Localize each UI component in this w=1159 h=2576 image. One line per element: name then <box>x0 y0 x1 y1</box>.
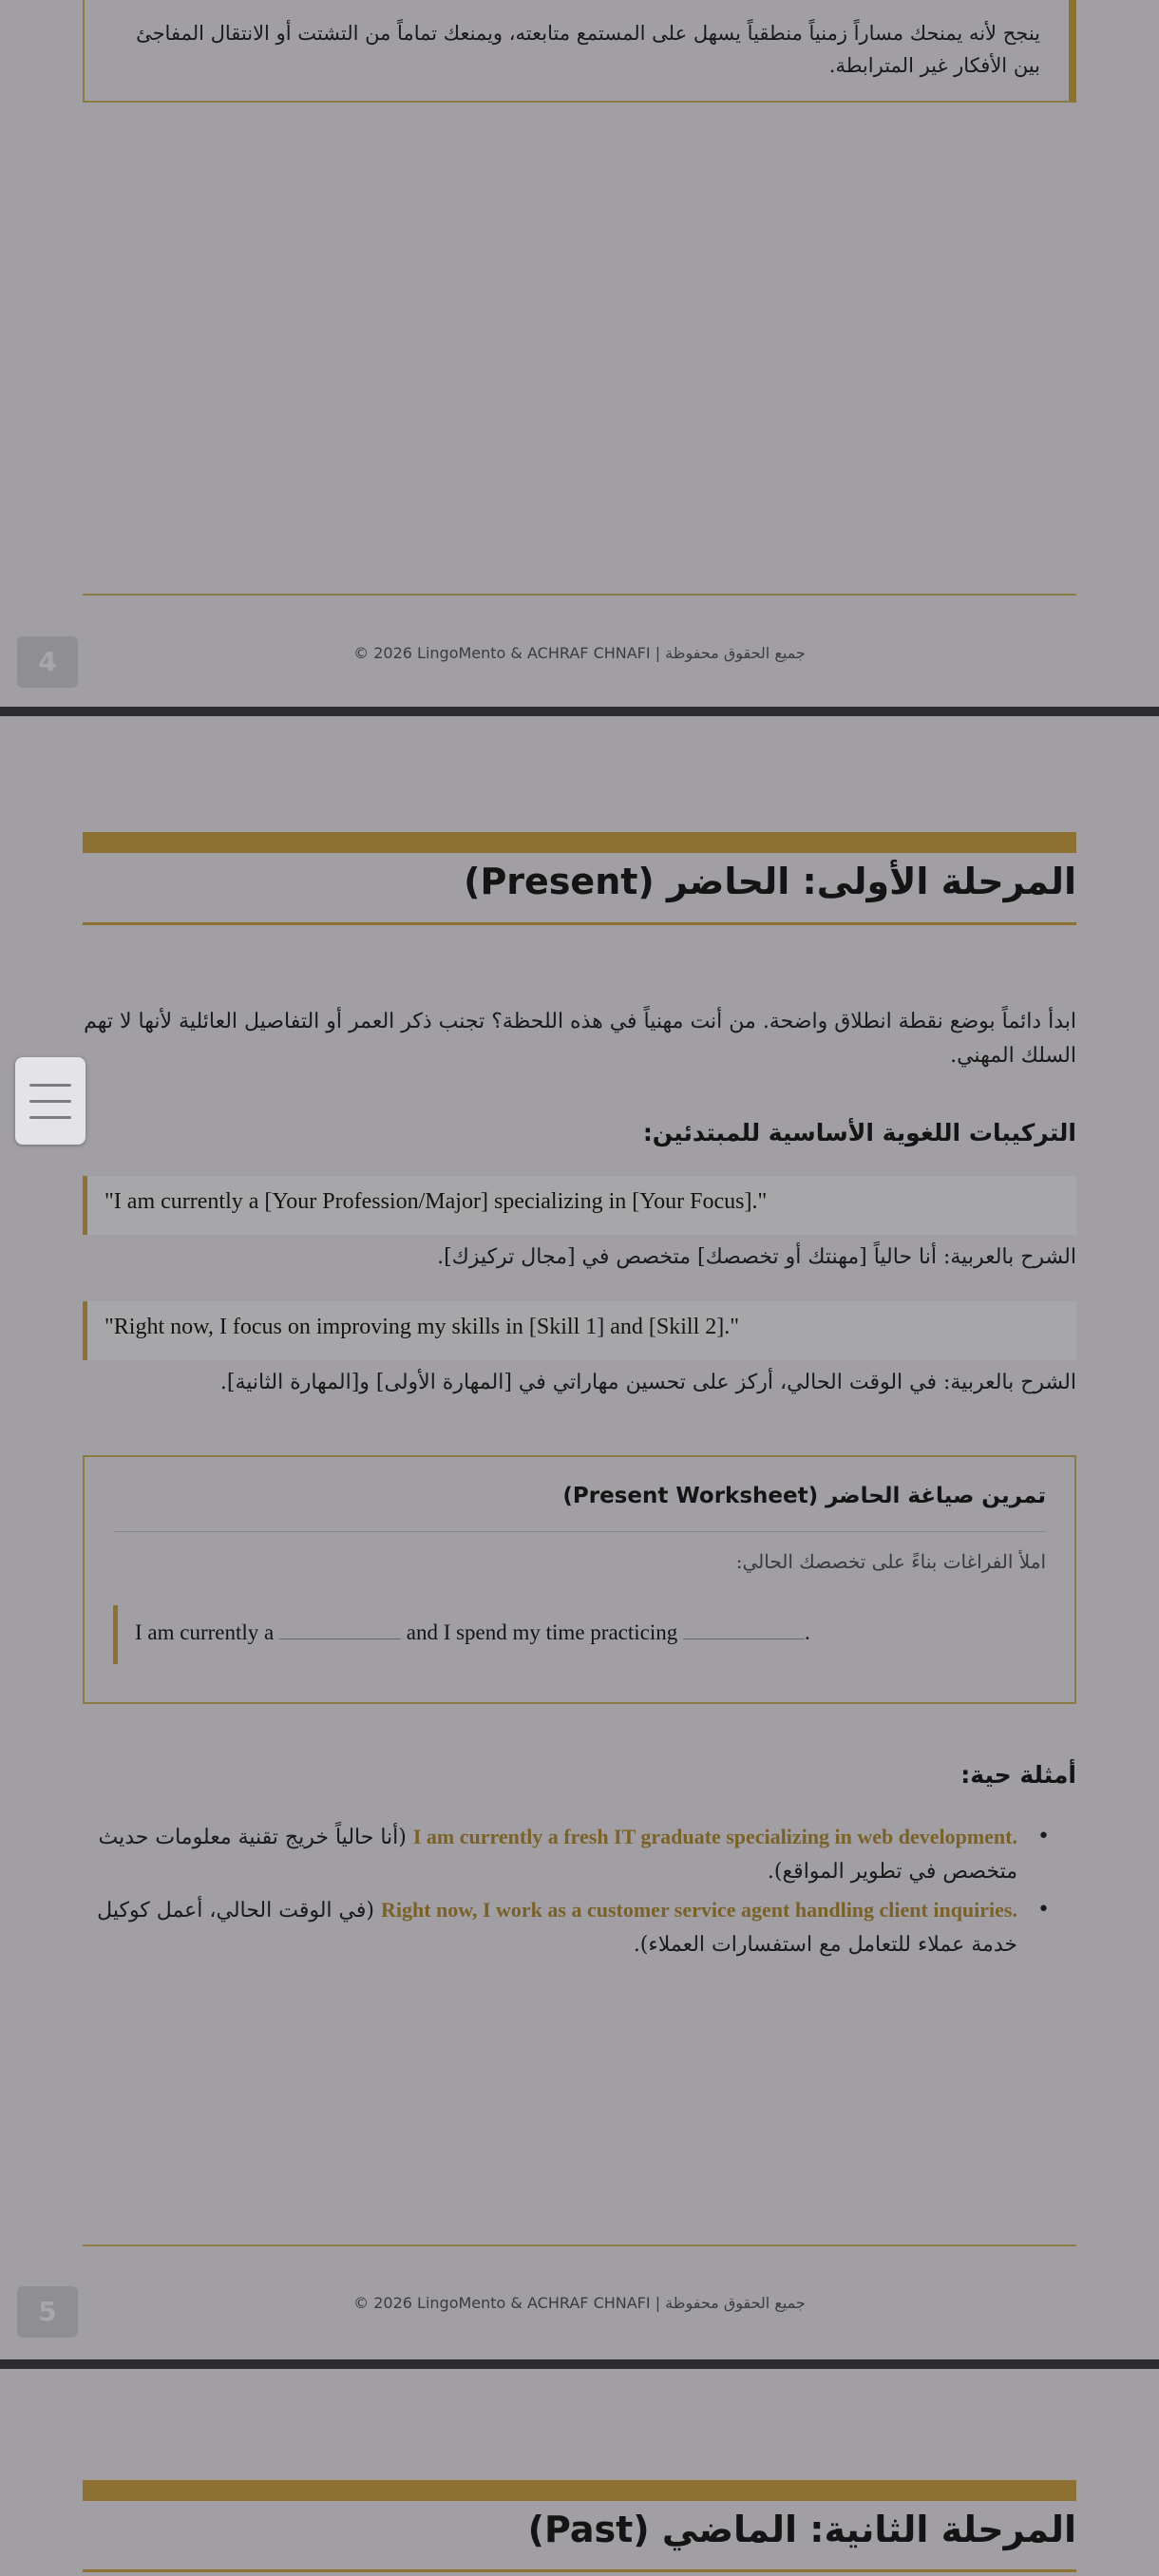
page-5 <box>0 716 1159 2359</box>
list-item <box>90 1820 1050 1889</box>
title-accent-bar <box>83 832 1076 853</box>
title-underline <box>83 2569 1076 2572</box>
tip-box <box>83 0 1076 103</box>
example-english: I am currently a fresh IT graduate specializing in web development. <box>412 1825 1017 1848</box>
list-item <box>90 1893 1050 1962</box>
page-number: 5 <box>17 2286 78 2338</box>
structure-quote-1 <box>83 1176 1076 1235</box>
worksheet-exercise <box>113 1605 810 1664</box>
tip-text: ينجح لأنه يمنحك مساراً زمنياً منطقياً يسهل على المستمع متابعته، ويمنعك تماماً من التشتت أو الانتقال المفاجئ بين الأفكار غير المترابطة. <box>136 22 1040 77</box>
footer-copyright: © 2026 LingoMento & ACHRAF CHNAFI | جميع الحقوق محفوظة <box>353 2294 806 2312</box>
worksheet-text-part1: I am currently a <box>135 1620 275 1644</box>
title-underline <box>83 922 1076 925</box>
worksheet-box <box>83 1455 1076 1704</box>
worksheet-instruction: املأ الفراغات بناءً على تخصصك الحالي: <box>735 1550 1046 1573</box>
blank-practice[interactable] <box>683 1621 805 1639</box>
footer-copyright: © 2026 LingoMento & ACHRAF CHNAFI | جميع الحقوق محفوظة <box>353 644 806 662</box>
page-separator <box>0 2359 1159 2369</box>
page-title: المرحلة الأولى: الحاضر (Present) <box>464 861 1076 902</box>
footer-divider <box>83 594 1076 596</box>
structure-quote-2 <box>83 1301 1076 1360</box>
example-arabic: (أنا حالياً خريج تقنية معلومات حديث متخصص في تطوير المواقع). <box>98 1826 1017 1884</box>
structures-heading: التركيبات اللغوية الأساسية للمبتدئين: <box>642 1119 1076 1146</box>
structure-explanation-2: الشرح بالعربية: في الوقت الحالي، أركز على تحسين مهاراتي في [المهارة الأولى] و[المهارة الثانية]. <box>219 1371 1076 1394</box>
examples-list <box>90 1820 1050 1966</box>
structure-english: "Right now, I focus on improving my skills in [Skill 1] and [Skill 2]." <box>104 1315 740 1339</box>
worksheet-text-part2: and I spend my time practicing <box>406 1620 678 1644</box>
examples-heading: أمثلة حية: <box>960 1761 1076 1789</box>
worksheet-title-divider <box>113 1531 1046 1532</box>
blank-profession[interactable] <box>279 1621 401 1639</box>
page-separator <box>0 707 1159 716</box>
structure-english: "I am currently a [Your Profession/Major] specializing in [Your Focus]." <box>104 1189 768 1214</box>
worksheet-text-end: . <box>805 1620 810 1644</box>
menu-button[interactable] <box>15 1057 86 1145</box>
footer-divider <box>83 2245 1076 2246</box>
title-accent-bar <box>83 2480 1076 2501</box>
structure-explanation-1: الشرح بالعربية: أنا حالياً [مهنتك أو تخصصك] متخصص في [مجال تركيزك]. <box>437 1245 1076 1269</box>
example-english: Right now, I work as a customer service agent handling client inquiries. <box>380 1898 1017 1922</box>
page-6 <box>0 2369 1159 2576</box>
intro-paragraph: ابدأ دائماً بوضع نقطة انطلاق واضحة. من أنت مهنياً في هذه اللحظة؟ تجنب ذكر العمر أو التفاصيل العائلية لأنها لا تهم السلك المهني. <box>84 1010 1076 1068</box>
worksheet-title: تمرين صياغة الحاضر (Present Worksheet) <box>562 1484 1046 1508</box>
page-number: 4 <box>17 636 78 688</box>
example-arabic: (في الوقت الحالي، أعمل كوكيل خدمة عملاء للتعامل مع استفسارات العملاء). <box>97 1899 1017 1957</box>
page-4 <box>0 0 1159 707</box>
page-title: المرحلة الثانية: الماضي (Past) <box>527 2509 1076 2550</box>
